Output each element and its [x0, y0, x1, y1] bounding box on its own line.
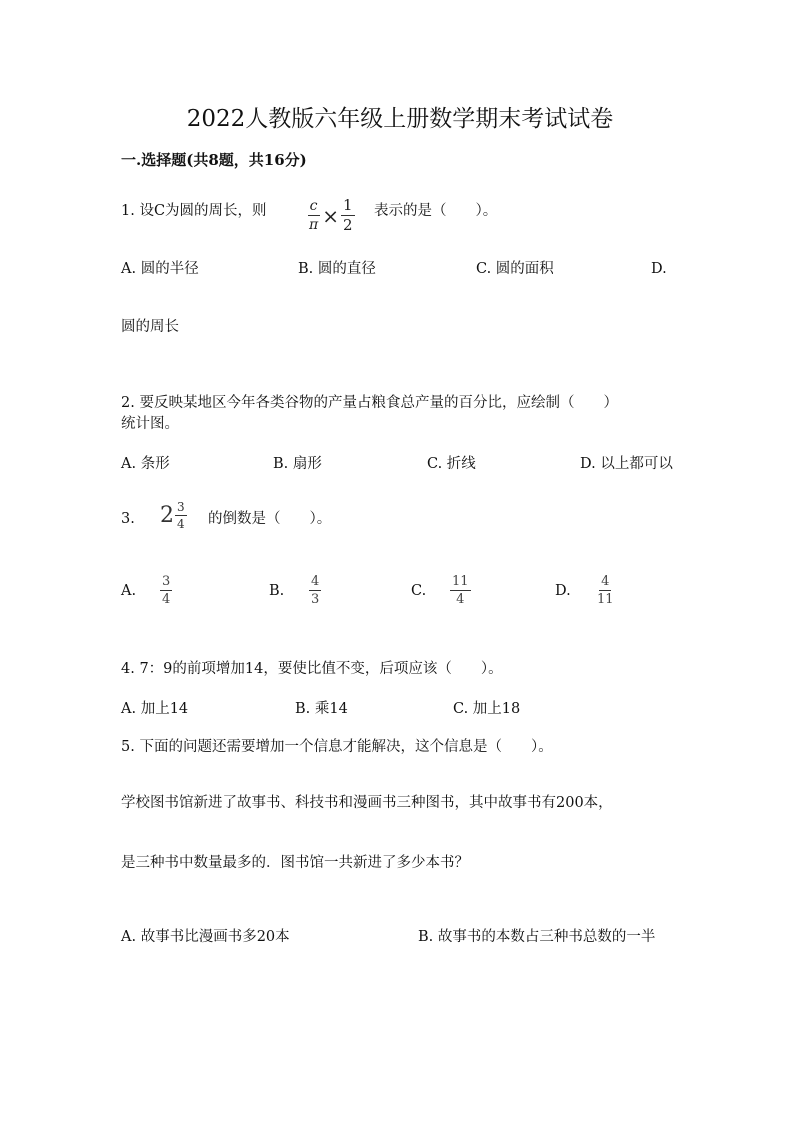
fraction-numerator: 3 [162, 574, 171, 589]
fraction-numerator: 11 [452, 574, 469, 589]
question-3-mixed-number [160, 501, 187, 530]
fraction-denominator: 3 [311, 592, 320, 607]
page-title: 2022人教版六年级上册数学期末考试试卷 [186, 106, 614, 132]
question-5-option-b[interactable]: B. 故事书的本数占三种书总数的一半 [418, 929, 656, 945]
question-3-option-a-letter[interactable]: A. [121, 583, 137, 599]
question-4-option-a[interactable]: A. 加上14 [121, 701, 189, 717]
fraction-denominator: 11 [597, 592, 614, 607]
question-3-option-c-letter[interactable]: C. [411, 583, 427, 599]
fraction-numerator: 4 [601, 574, 610, 589]
question-4-option-c[interactable]: C. 加上18 [453, 701, 521, 717]
fraction-numerator: 4 [311, 574, 320, 589]
question-5-option-a[interactable]: A. 故事书比漫画书多20本 [121, 929, 290, 945]
question-1-stem-tail: 表示的是（ ）。 [374, 203, 498, 219]
fraction-numerator: 1 [342, 196, 353, 214]
formula-fraction-c-over-pi [307, 199, 320, 232]
fraction-numerator: 3 [177, 500, 185, 514]
question-1-option-d[interactable]: D. [651, 261, 667, 277]
question-3-option-b-letter[interactable]: B. [269, 583, 285, 599]
fraction-numerator: c [309, 198, 318, 214]
section-heading: 一.选择题(共8题，共16分) [121, 151, 307, 169]
question-1-option-d-text[interactable]: 圆的周长 [121, 319, 179, 335]
question-3-option-c-fraction[interactable] [450, 575, 471, 606]
question-2-option-b[interactable]: B. 扇形 [273, 456, 322, 472]
fraction-denominator: 2 [342, 216, 353, 234]
question-5-passage-line2: 是三种书中数量最多的．图书馆一共新进了多少本书？ [121, 855, 469, 871]
question-3-option-a-fraction[interactable] [160, 575, 172, 606]
fraction-denominator: 4 [456, 592, 465, 607]
question-3-option-d-letter[interactable]: D. [555, 583, 571, 599]
question-1-option-b[interactable]: B. 圆的直径 [298, 261, 376, 277]
question-2-option-c[interactable]: C. 折线 [427, 456, 476, 472]
question-1-formula [307, 198, 355, 233]
question-1-option-a[interactable]: A. 圆的半径 [121, 261, 199, 277]
question-2-option-d[interactable]: D. 以上都可以 [580, 456, 673, 472]
question-4-option-b[interactable]: B. 乘14 [295, 701, 348, 717]
question-5-passage-line1: 学校图书馆新进了故事书、科技书和漫画书三种图书，其中故事书有200本， [121, 795, 613, 811]
question-3-stem-tail: 的倒数是（ ）。 [208, 511, 332, 527]
question-2-stem-line2: 统计图。 [121, 416, 179, 432]
question-2-option-a[interactable]: A. 条形 [121, 456, 170, 472]
fraction-denominator: 4 [162, 592, 171, 607]
question-5-stem: 5. 下面的问题还需要增加一个信息才能解决，这个信息是（ ）。 [121, 739, 553, 755]
question-2-stem-line1: 2. 要反映某地区今年各类谷物的产量占粮食总产量的百分比，应绘制（ ） [121, 395, 618, 411]
question-3-number: 3. [121, 511, 135, 527]
question-3-option-d-fraction[interactable] [595, 575, 616, 606]
mixed-number-fraction [175, 501, 187, 530]
mixed-number-whole: 2 [160, 503, 174, 528]
question-4-stem: 4. 7：9的前项增加14，要使比值不变，后项应该（ ）。 [121, 661, 503, 677]
times-sign: × [322, 203, 339, 228]
fraction-denominator: 4 [177, 517, 185, 531]
question-3-option-b-fraction[interactable] [309, 575, 321, 606]
question-1-stem: 1. 设C为圆的周长，则 [121, 203, 267, 219]
formula-fraction-one-half [341, 198, 355, 233]
fraction-denominator: π [309, 217, 319, 233]
question-1-option-c[interactable]: C. 圆的面积 [476, 261, 554, 277]
